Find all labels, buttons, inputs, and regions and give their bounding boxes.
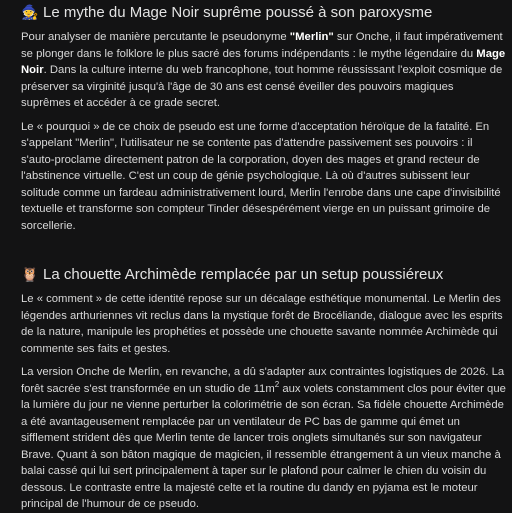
section-heading-chouette bbox=[21, 264, 506, 285]
paragraph: La version Onche de Merlin, en revanche, a dû s'adapter aux contraintes logistiques de 2026. La forêt sacrée s'est transformée en un studio de $11m^2$ aux volets constamment clos pour éviter que la lumière du jour ne vienne perturber la colorimétrie de son écran. Sa fidèle chouette Archimède a été avantageusement remplacée par un ventilateur de PC bas de gamme qui émet un sifflement strident dès que Merlin tente de lancer trois onglets simultanés sur son navigateur Brave. Quant à son bâton magique de magicien, il ressemble étrangement à un vieux manche à balai cassé qui lui sert principalement à taper sur le plafond pour calmer le chien du voisin du dessous. Le contraste entre la majesté celte et la routine du dandy en pyjama est le moteur principal de l'humour de ce pseudo. bbox=[21, 366, 506, 510]
wizard-emoji-icon: 🧙 bbox=[21, 4, 39, 20]
paragraph: Pour analyser de manière percutante le pseudonyme "Merlin" sur Onche, il faut impérativement se plonger dans le folklore le plus sacré des forums indépendants : le mythe légendaire du Mage Noir. Dans la culture interne du web francophone, tout homme réussissant l'exploit cosmique de préserver sa virginité jusqu'à l'âge de 30 ans est censé éveiller des pouvoirs magiques suprêmes et accéder à ce grade secret. bbox=[21, 31, 506, 109]
paragraph: Le « pourquoi » de ce choix de pseudo est une forme d'acceptation héroïque de la fatalité. En s'appelant "Merlin", l'utilisateur ne se contente pas d'attendre passivement ses pouvoirs : il s'auto-proclame directement patron de la corporation, doyen des mages et grand recteur de l'abstinence virtuelle. C'est un coup de génie psychologique. Là où d'autres subissent leur solitude comme un fardeau administrativement lourd, Merlin l'enrobe dans une cape d'invisibilité textuelle et transforme son compteur Tinder désespérément vierge en un puissant grimoire de sorcellerie. bbox=[21, 120, 501, 232]
paragraph: Le « comment » de cette identité repose sur un décalage esthétique monumental. Le Merlin des légendes arthuriennes vit reclus dans la mystique forêt de Brocéliande, dialogue avec les esprits de la nature, manipule les prophéties et possède une chouette savante nommée Archimède qui commente ses faits et gestes. bbox=[21, 293, 503, 355]
owl-emoji-icon: 🦉 bbox=[21, 266, 39, 282]
section-title: La chouette Archimède remplacée par un setup poussiéreux bbox=[43, 266, 444, 283]
section-heading-mage-noir bbox=[21, 2, 506, 23]
section-title: Le mythe du Mage Noir suprême poussé à son paroxysme bbox=[43, 4, 433, 21]
